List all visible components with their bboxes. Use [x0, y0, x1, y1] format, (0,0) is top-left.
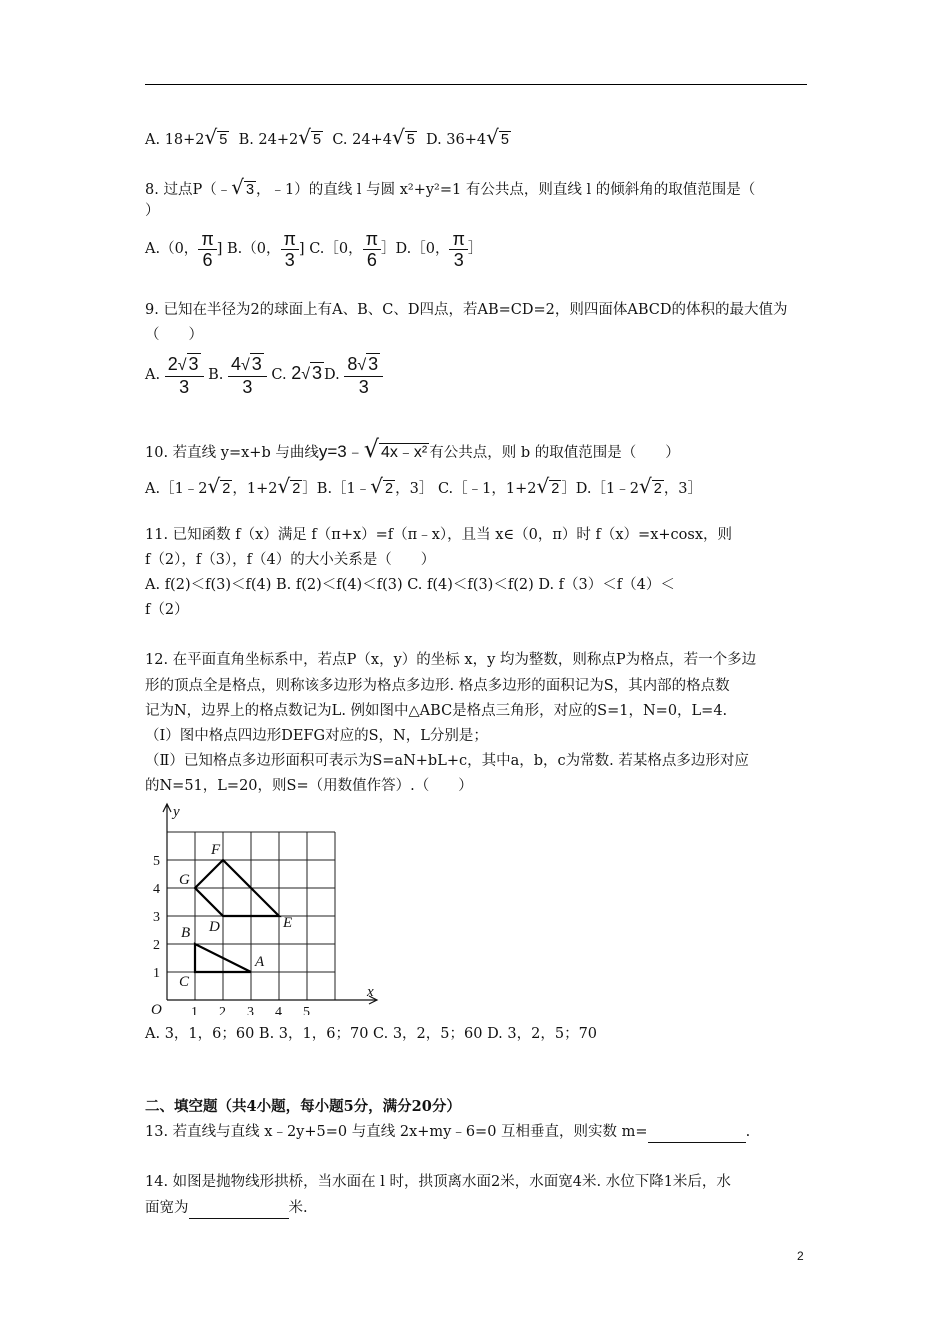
- x-tick-1: 1: [191, 1005, 198, 1015]
- point-label-g: G: [179, 872, 190, 888]
- q11-line4: f（2）: [145, 602, 189, 618]
- y-tick-4: 4: [153, 882, 160, 897]
- q12-line6: 的N=51，L=20，则S=（用数值作答）.（ ）: [145, 778, 473, 794]
- sqrt-5: √ 5: [204, 125, 228, 149]
- q10-stem: 10. 若直线 y=x+b 与曲线y=3﹣√ 4x﹣x² 有公共点，则 b 的取值范围是（ ）: [145, 435, 680, 463]
- x-tick-5: 5: [303, 1005, 310, 1015]
- q12-line5: （Ⅱ）已知格点多边形面积可表示为S=aN+bL+c，其中a，b，c为常数. 若某格点多边形对应: [145, 753, 749, 769]
- q9-paren: （ ）: [145, 327, 203, 343]
- sqrt-5: √ 5: [391, 125, 415, 149]
- q11-line1: 11. 已知函数 f（x）满足 f（π+x）=f（π﹣x），且当 x∈（0，π）时 f（x）=x+cosx，则: [145, 527, 732, 543]
- y-tick-1: 1: [153, 966, 160, 981]
- q8-close: ）: [145, 203, 160, 219]
- axis-x-label: x: [367, 984, 374, 1000]
- q8-stem: 8. 过点P（﹣√ 3 ，﹣1）的直线 l 与圆 x²+y²=1 有公共点，则直线 l 的倾斜角的取值范围是（: [145, 175, 756, 199]
- y-tick-5: 5: [153, 854, 160, 869]
- page-number: 2: [797, 1249, 804, 1263]
- y-tick-3: 3: [153, 910, 160, 925]
- q13-line: 13. 若直线与直线 x﹣2y+5=0 与直线 2x+my﹣6=0 互相垂直，则实数 m= .: [145, 1122, 750, 1143]
- lattice-figure: [145, 800, 385, 1015]
- q12-line1: 12. 在平面直角坐标系中，若点P（x，y）的坐标 x，y 均为整数，则称点P为格点，若一个多边: [145, 652, 757, 668]
- q9-stem: 9. 已知在半径为2的球面上有A、B、C、D四点，若AB=CD=2，则四面体ABCD的体积的最大值为: [145, 302, 788, 318]
- q12-options: A. 3，1，6；60 B. 3，1，6；70 C. 3，2，5；60 D. 3，2，5；70: [145, 1026, 598, 1042]
- q8-options: A.（0， $\frac{\pi}{6}$ ] B.（0， $\frac{\pi}{3}$ ] C.［0， $\frac{\pi}{6}$ ］D.［0， $\frac{\pi}{3}$ ］: [145, 228, 483, 270]
- x-tick-4: 4: [275, 1005, 282, 1015]
- origin-label: O: [151, 1002, 162, 1015]
- q11-line2: f（2），f（3），f（4）的大小关系是（ ）: [145, 552, 436, 568]
- q7-options: A. 18+2√ 5 B. 24+2√ 5 C. 24+4√ 5 D. 36+4√ 5: [145, 125, 509, 149]
- section2-heading: 二、填空题（共4小题，每小题5分，满分20分）: [145, 1098, 461, 1115]
- q13-answer-blank[interactable]: [648, 1122, 746, 1143]
- axis-y-label: y: [173, 804, 180, 820]
- q10-options: A.［1﹣2√ 2 ，1+2√ 2 ］B.［1﹣√ 2 ，3］ C.［﹣1，1+2√ 2 ］D.［1﹣2√ 2 ，3］: [145, 474, 703, 498]
- point-label-d: D: [209, 919, 220, 935]
- point-label-f: F: [211, 842, 221, 858]
- header-rule: [145, 84, 807, 85]
- q12-line3: 记为N，边界上的格点数记为L. 例如图中△ABC是格点三角形，对应的S=1，N=0，L=4.: [145, 703, 728, 719]
- x-tick-2: 2: [219, 1005, 226, 1015]
- sqrt-5: √ 5: [298, 125, 322, 149]
- point-label-e: E: [283, 915, 293, 931]
- sqrt-5: √ 5: [486, 125, 509, 149]
- q14-answer-blank[interactable]: [189, 1198, 289, 1219]
- point-label-a: A: [255, 954, 265, 970]
- q9-options: A. $\frac{2√ 3}{3}$ B. $\frac{4√ 3}{3}$ C. 2√ 3 D. $\frac{8√ 3}{3}$: [145, 350, 383, 398]
- point-label-b: B: [181, 925, 191, 941]
- y-tick-2: 2: [153, 938, 160, 953]
- x-tick-3: 3: [247, 1005, 254, 1015]
- q12-line2: 形的顶点全是格点，则称该多边形为格点多边形. 格点多边形的面积记为S，其内部的格点数: [145, 678, 730, 694]
- q14-line2: 面宽为 米.: [145, 1198, 308, 1219]
- q11-line3: A. f(2)＜f(3)＜f(4) B. f(2)＜f(4)＜f(3) C. f(4)＜f(3)＜f(2) D. f（3）＜f（4）＜: [145, 577, 675, 593]
- q14-line1: 14. 如图是抛物线形拱桥，当水面在 l 时，拱顶离水面2米，水面宽4米. 水位下降1米后，水: [145, 1174, 731, 1190]
- point-label-c: C: [179, 974, 190, 990]
- q12-line4: （Ⅰ）图中格点四边形DEFG对应的S，N，L分别是；: [145, 728, 488, 744]
